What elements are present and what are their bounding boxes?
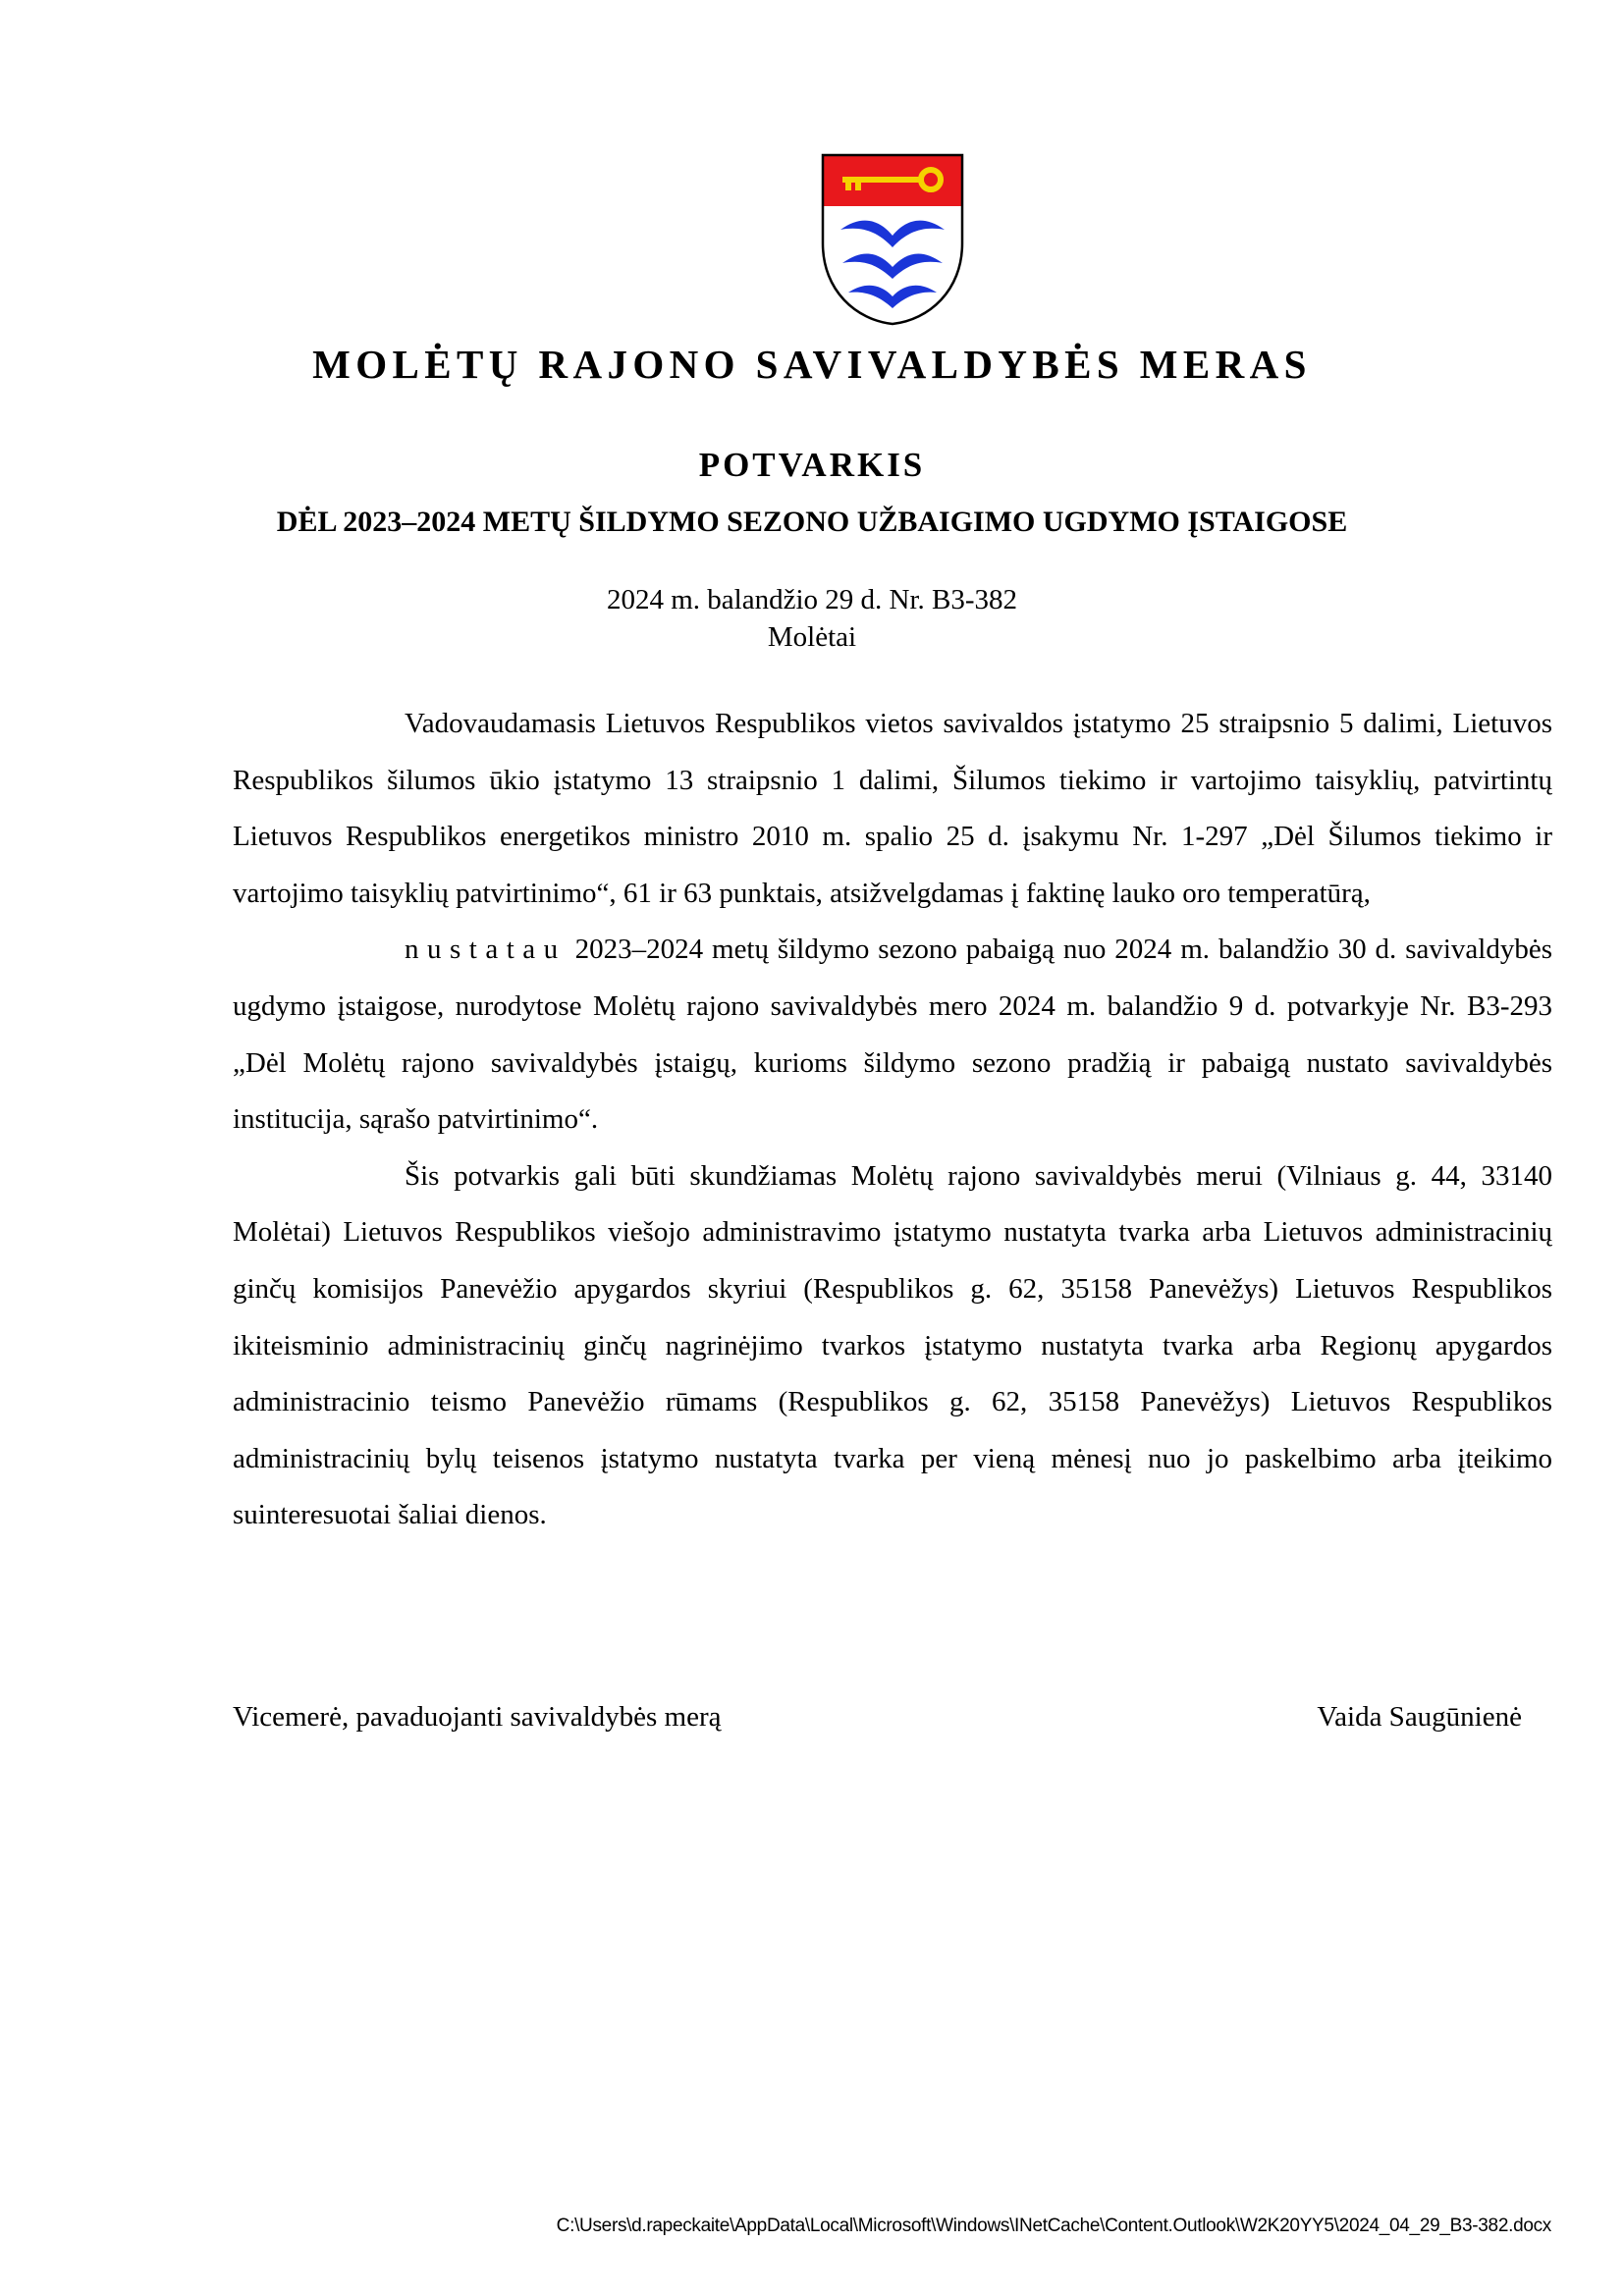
signatory-role: Vicemerė, pavaduojanti savivaldybės merą: [233, 1701, 722, 1733]
paragraph-appeal: Šis potvarkis gali būti skundžiamas Molėtų rajono savivaldybės merui (Vilniaus g. 44, 33140 Molėtai) Lietuvos Respublikos viešojo administravimo įstatymo nustatyta tvarka arba Lietuvos administracinių ginčų komisijos Panevėžio apygardos skyriui (Respublikos g. 62, 35158 Panevėžys) Lietuvos Respublikos ikiteisminio administracinių ginčų nagrinėjimo tvarkos įstatymo nustatyta tvarka arba Regionų apygardos administracinio teismo Panevėžio rūmams (Respublikos g. 62, 35158 Panevėžys) Lietuvos Respublikos administracinių bylų teisenos įstatymo nustatyta tvarka per vieną mėnesį nuo jo paskelbimo arba įteikimo suinteresuotai šaliai dienos.: [233, 1159, 1552, 1531]
paragraph-decision: [233, 922, 1552, 1148]
document-body: [233, 696, 1552, 1544]
coat-of-arms-icon: [821, 153, 964, 326]
paragraph-legal-basis: Vadovaudamasis Lietuvos Respublikos vietos savivaldos įstatymo 25 straipsnio 5 dalimi, Lietuvos Respublikos šilumos ūkio įstatymo 13 straipsnio 1 dalimi, Šilumos tiekimo ir vartojimo taisyklių, patvirtintų Lietuvos Respublikos energetikos ministro 2010 m. spalio 25 d. įsakymu Nr. 1-297 „Dėl Šilumos tiekimo ir vartojimo taisyklių patvirtinimo“, 61 ir 63 punktais, atsižvelgdamas į faktinę lauko oro temperatūrą,: [233, 708, 1552, 909]
document-type: POTVARKIS: [698, 446, 926, 484]
document-subject: DĖL 2023–2024 METŲ ŠILDYMO SEZONO UŽBAIGIMO UGDYMO ĮSTAIGOSE: [276, 506, 1348, 538]
signatory-name: Vaida Saugūnienė: [1317, 1701, 1522, 1733]
document-date-number: 2024 m. balandžio 29 d. Nr. B3-382: [606, 584, 1018, 615]
institution-title: MOLĖTŲ RAJONO SAVIVALDYBĖS MERAS: [312, 342, 1312, 387]
decision-verb: nustatau: [405, 934, 567, 966]
document-place: Molėtai: [767, 621, 857, 653]
file-path-footer: C:\Users\d.rapeckaite\AppData\Local\Microsoft\Windows\INetCache\Content.Outlook\W2K20YY5\2024_04_29_B3-382.docx: [556, 2216, 1551, 2236]
decision-text: 2023–2024 metų šildymo sezono pabaigą nuo 2024 m. balandžio 30 d. savivaldybės ugdymo įstaigose, nurodytose Molėtų rajono savivaldybės mero 2024 m. balandžio 9 d. potvarkyje Nr. B3-293 „Dėl Molėtų rajono savivaldybės įstaigų, kurioms šildymo sezono pradžią ir pabaigą nustato savivaldybės institucija, sąrašo patvirtinimo“.: [233, 934, 1552, 1136]
